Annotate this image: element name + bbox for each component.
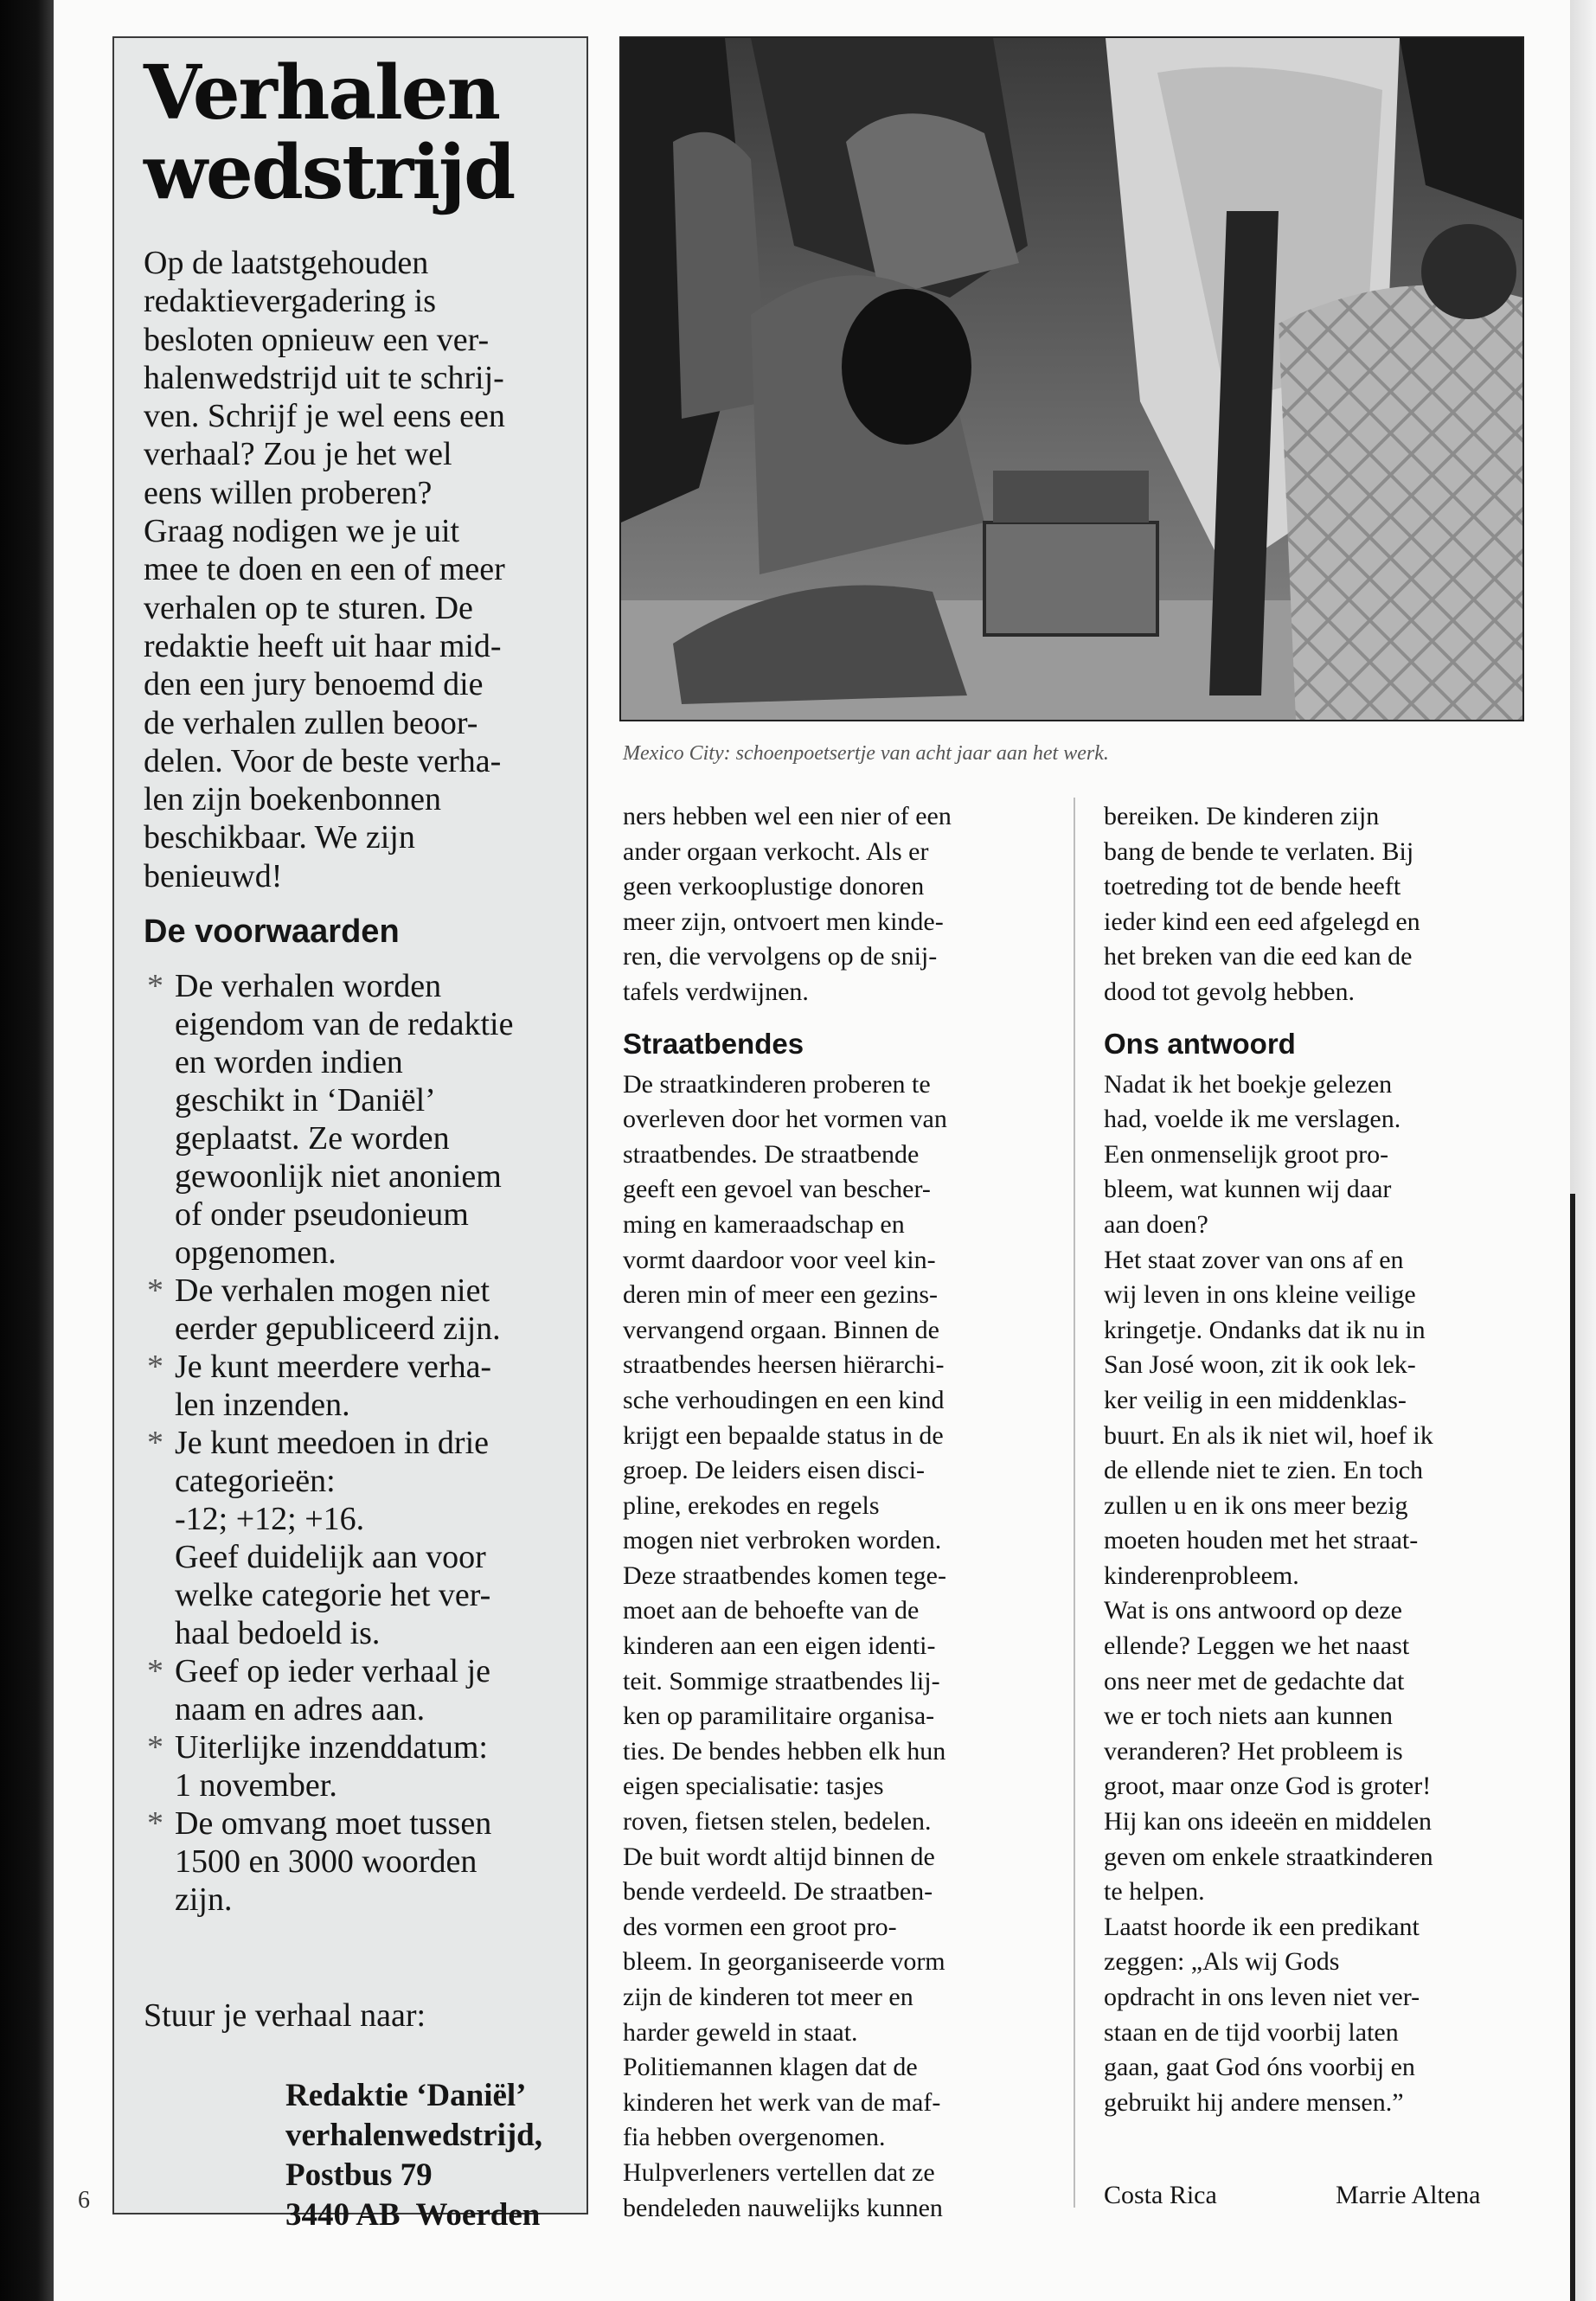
- contest-title: Verhalen wedstrijd: [144, 49, 515, 216]
- column-lead-text: ners hebben wel een nier of een ander orgaan verkocht. Als er geen verkooplustige donoren meer zijn, ontvoert men kinde- ren, die vervolgens op de snij- tafels verdwijnen.: [623, 802, 952, 1006]
- conditions-heading: De voorwaarden: [144, 913, 400, 950]
- conditions-list: [144, 967, 576, 1919]
- photo-caption: Mexico City: schoenpoetsertje van acht jaar aan het werk.: [623, 742, 1109, 765]
- contest-intro: Op de laatstgehouden redaktievergadering is besloten opnieuw een ver- halenwedstrijd uit te schrij- ven. Schrijf je wel eens een verhaal? Zou je het wel eens willen proberen? Graag nodigen we je uit mee te doen en een of meer verhalen op te sturen. De redaktie heeft uit haar mid- den een jury benoemd die de verhalen zullen beoor- delen. Voor de beste verha- len zijn boekenbonnen beschikbaar. We zijn benieuwd!: [144, 245, 505, 894]
- column-body-text: De straatkinderen proberen te overleven door het vormen van straatbendes. De straatbende geeft een gevoel van bescher- ming en kameraadschap en vormt daardoor voor veel kin- deren min of meer een gezins- vervangend orgaan. Binnen de straatbendes heersen hiërarchi- sche verhoudingen en een kind krijgt een bepaalde status in de groep. De leiders eisen disci- pline, erekodes en regels mogen niet verbroken worden. Deze straatbendes komen tege- moet aan de behoefte van de kinderen aan een eigen identi- teit. Sommige straatbendes lij- ken op paramilitaire organisa- ties. De bendes hebben elk hun eigen specialisatie: tasjes roven, fietsen stelen, bedelen. De buit wordt altijd binnen de bende verdeeld. De straatben- des vormen een groot pro- bleem. In georganiseerde vorm zijn de kinderen tot meer en harder geweld in staat. Politiemannen klagen dat de kinderen het werk van de maf- fia hebben overgenomen. Hulpverleners vertellen dat ze bendeleden nauwelijks kunnen: [623, 1069, 947, 2222]
- page-number: 6: [78, 2187, 90, 2214]
- article-column-right: [1104, 799, 1536, 2120]
- condition-item: * De omvang moet tussen 1500 en 3000 woorden zijn.: [144, 1804, 576, 1919]
- photo-illustration: [621, 38, 1522, 720]
- street-photo: [619, 36, 1524, 721]
- section-heading-ons-antwoord: Ons antwoord: [1104, 1027, 1296, 1060]
- section-heading-straatbendes: Straatbendes: [623, 1027, 804, 1060]
- condition-item: * De verhalen mogen niet eerder gepubliceerd zijn.: [144, 1272, 576, 1348]
- article-column-middle: [623, 799, 1050, 2226]
- column-divider: [1074, 798, 1075, 2208]
- postal-address: Redaktie ‘Daniël’ verhalenwedstrijd, Postbus 79 3440 AB Woerden: [285, 2078, 542, 2233]
- send-label: Stuur je verhaal naar:: [144, 1997, 426, 2034]
- column-body-text: Nadat ik het boekje gelezen had, voelde ik me verslagen. Een onmenselijk groot pro- bleem, wat kunnen wij daar aan doen? Het staat zover van ons af en wij leven in ons kleine veilige kringetje. Ondanks dat ik nu in San José woon, zit ik ook lek- ker veilig in een middenklas- buurt. En als ik niet wil, hoef ik de ellende niet te zien. En toch zullen u en ik ons meer bezig moeten houden met het straat- kinderenprobleem. Wat is ons antwoord op deze ellende? Leggen we het naast ons neer met de gedachte dat we er toch niets aan kunnen veranderen? Het probleem is groot, maar onze God is groter! Hij kan ons ideeën en middelen geven om enkele straatkinderen te helpen. Laatst hoorde ik een predikant zeggen: „Als wij Gods opdracht in ons leven niet ver- staan en de tijd voorbij laten gaan, gaat God óns voorbij en gebruikt hij andere mensen.”: [1104, 1069, 1433, 2117]
- contest-sidebar: [112, 36, 588, 2233]
- column-lead-text: bereiken. De kinderen zijn bang de bende te verlaten. Bij toetreding tot de bende heeft ieder kind een eed afgelegd en het breken van die eed kan de dood tot gevolg hebben.: [1104, 802, 1420, 1006]
- page-edge-left: [0, 0, 54, 2301]
- condition-item: * Je kunt meerdere verha- len inzenden.: [144, 1348, 576, 1424]
- page-edge-right: [1570, 0, 1596, 2301]
- author-name: Marrie Altena: [1336, 2181, 1481, 2209]
- condition-item: * De verhalen worden eigendom van de redaktie en worden indien geschikt in ‘Daniël’ geplaatst. Ze worden gewoonlijk niet anoniem of onder pseudonieum opgenomen.: [144, 967, 576, 1272]
- condition-item: * Je kunt meedoen in drie categorieën: -12; +12; +16. Geef duidelijk aan voor welke categorie het ver- haal bedoeld is.: [144, 1424, 576, 1652]
- author-location: Costa Rica: [1104, 2181, 1217, 2209]
- condition-item: * Uiterlijke inzenddatum: 1 november.: [144, 1728, 576, 1804]
- condition-item: * Geef op ieder verhaal je naam en adres aan.: [144, 1652, 576, 1728]
